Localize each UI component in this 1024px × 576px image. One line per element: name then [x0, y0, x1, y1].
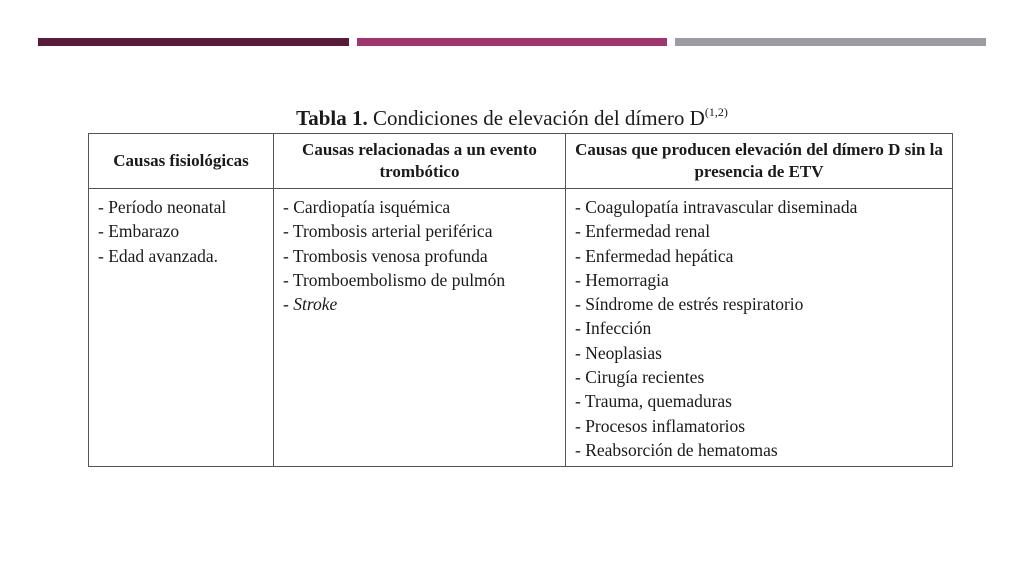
list-item: [575, 292, 944, 316]
item-dash: -: [575, 245, 586, 266]
item-text: Trauma, quemaduras: [584, 391, 732, 412]
item-text: Procesos inflamatorios: [585, 415, 746, 436]
list-item: [575, 195, 944, 219]
list-item: [283, 292, 557, 316]
item-text: Trombosis arterial periférica: [292, 221, 493, 242]
item-text: Cardiopatía isquémica: [293, 197, 451, 217]
list-item: [575, 316, 944, 340]
list-item: [98, 244, 265, 268]
item-dash: -: [283, 245, 293, 266]
item-dash: -: [575, 439, 586, 460]
table-header-row: [89, 134, 953, 189]
caption-label: Tabla 1.: [296, 106, 368, 130]
list-item: [283, 268, 557, 292]
caption-text: Condiciones de elevación del dímero D: [367, 106, 705, 130]
item-dash: -: [283, 294, 294, 315]
header-non-vte-causes: Causas que producen elevación del dímero D sin la presencia de ETV: [566, 134, 953, 189]
list-item: [283, 244, 557, 268]
item-text: Trombosis venosa profunda: [292, 245, 488, 266]
item-text: Reabsorción de hematomas: [585, 439, 778, 460]
item-dash: -: [575, 342, 586, 363]
physiological-causes-cell: [89, 189, 274, 467]
list-item: [575, 244, 944, 268]
item-text: Síndrome de estrés respiratorio: [585, 294, 804, 315]
item-dash: -: [283, 197, 294, 217]
list-item: [575, 219, 944, 243]
item-dash: -: [575, 367, 586, 388]
table-body-row: [89, 189, 953, 467]
header-physiological-causes: Causas fisiológicas: [89, 134, 274, 189]
item-dash: -: [575, 221, 586, 242]
list-item: [98, 195, 265, 219]
item-text: Enfermedad hepática: [585, 245, 734, 266]
thrombotic-causes-cell: [274, 189, 566, 467]
item-dash: -: [575, 318, 586, 339]
item-text: Infección: [585, 318, 652, 339]
accent-bar-gray: [675, 38, 986, 46]
item-dash: -: [575, 197, 586, 217]
list-item: [283, 219, 557, 243]
list-item: [98, 219, 265, 243]
item-text: Tromboembolismo de pulmón: [292, 269, 506, 290]
item-dash: -: [98, 245, 109, 266]
conditions-table: [88, 133, 953, 467]
item-text: Coagulopatía intravascular diseminada: [585, 197, 858, 217]
item-dash: -: [575, 391, 585, 412]
item-dash: -: [575, 294, 586, 315]
list-item: [575, 389, 944, 413]
item-dash: -: [283, 221, 293, 242]
list-item: [575, 414, 944, 438]
item-text: Cirugía recientes: [585, 367, 705, 388]
item-text: Hemorragia: [585, 269, 669, 290]
accent-bar-magenta: [357, 38, 667, 46]
list-item: [575, 365, 944, 389]
table-caption: [0, 104, 1024, 132]
item-dash: -: [98, 221, 109, 242]
non-vte-causes-cell: [566, 189, 953, 467]
caption-superscript: (1,2): [704, 105, 728, 119]
item-dash: -: [575, 269, 586, 290]
item-text: Edad avanzada.: [108, 245, 218, 266]
item-dash: -: [98, 197, 109, 217]
item-text: Stroke: [293, 294, 338, 315]
list-item: [575, 341, 944, 365]
accent-bar-dark: [38, 38, 349, 46]
item-text: Embarazo: [108, 221, 180, 242]
item-text: Enfermedad renal: [585, 221, 711, 242]
item-dash: -: [575, 415, 586, 436]
list-item: [575, 268, 944, 292]
item-text: Período neonatal: [108, 197, 227, 217]
item-text: Neoplasias: [585, 342, 662, 363]
list-item: [575, 438, 944, 462]
header-thrombotic-causes: Causas relacionadas a un evento trombótico: [274, 134, 566, 189]
list-item: [283, 195, 557, 219]
item-dash: -: [283, 269, 293, 290]
